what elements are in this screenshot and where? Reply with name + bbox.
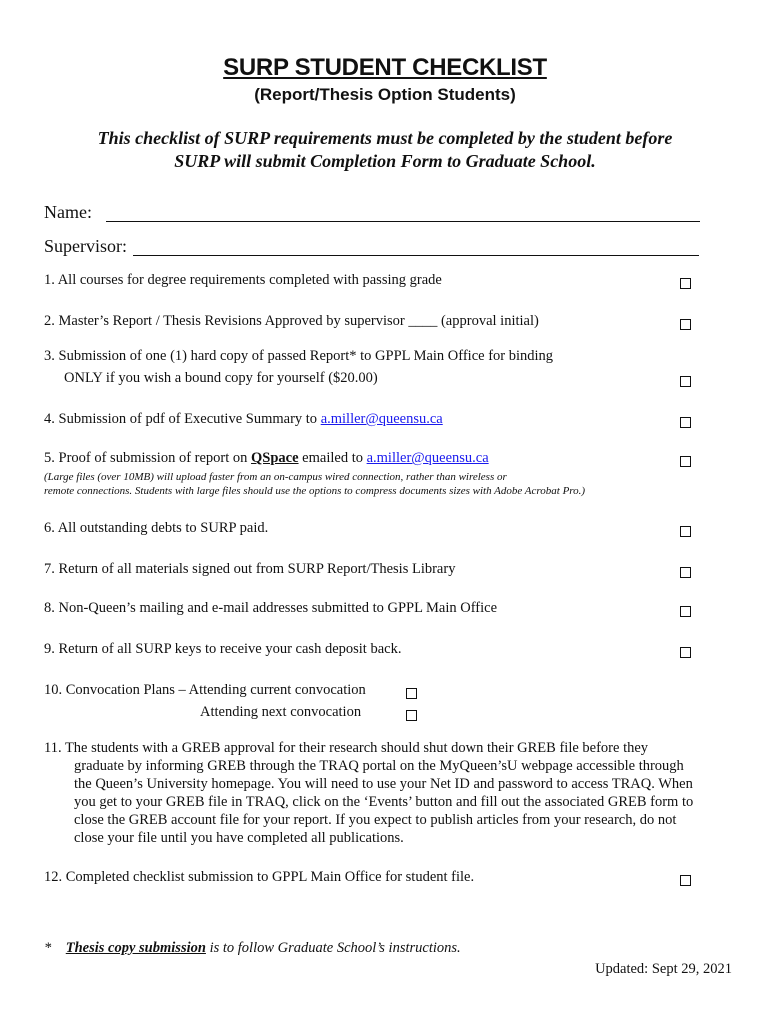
- page-subtitle: (Report/Thesis Option Students): [254, 85, 516, 104]
- checklist-item-11-line-4: you get to your GREB file in TRAQ, click on the ‘Events’ button and fill out the associated GREB form to: [74, 794, 694, 810]
- checkbox-4[interactable]: [680, 417, 691, 428]
- intro-line-2: SURP will submit Completion Form to Graduate School.: [174, 151, 596, 171]
- checkbox-3[interactable]: [680, 376, 691, 387]
- checkbox-6[interactable]: [680, 526, 691, 537]
- checkbox-7[interactable]: [680, 567, 691, 578]
- checklist-item-11-line-2: graduate by informing GREB through the TRAQ portal on the MyQueen’sU webpage accessible through: [74, 758, 684, 774]
- checklist-item-10-line-2: Attending next convocation: [200, 704, 362, 720]
- checklist-item-11-line-1: 11. The students with a GREB approval for their research should shut down their GREB file before they: [44, 740, 649, 756]
- checkbox-5[interactable]: [680, 456, 691, 467]
- checklist-item-7: 7. Return of all materials signed out from SURP Report/Thesis Library: [44, 561, 456, 577]
- checkbox-next-convocation[interactable]: [406, 710, 417, 721]
- page-title: SURP STUDENT CHECKLIST: [223, 54, 547, 81]
- supervisor-field[interactable]: [133, 255, 699, 256]
- checkbox-1[interactable]: [680, 278, 691, 289]
- qspace-label: QSpace: [251, 450, 299, 466]
- checklist-item-10-line-1: 10. Convocation Plans – Attending current convocation: [44, 682, 366, 698]
- intro-line-1: This checklist of SURP requirements must be completed by the student before: [97, 128, 673, 148]
- checklist-item-5-mid: emailed to: [298, 450, 367, 466]
- checkbox-2[interactable]: [680, 319, 691, 330]
- supervisor-label: Supervisor:: [44, 236, 127, 256]
- thesis-copy-label: Thesis copy submission: [65, 940, 206, 956]
- checkbox-current-convocation[interactable]: [406, 688, 417, 699]
- checklist-item-5-text: 5. Proof of submission of report on: [44, 450, 252, 466]
- checklist-item-11-line-3: the Queen’s University homepage. You will need to use your Net ID and password to access TRAQ. When: [74, 776, 693, 792]
- checklist-item-11-line-6: close your file until you have completed all publications.: [74, 830, 404, 846]
- checklist-item-6: 6. All outstanding debts to SURP paid.: [44, 520, 269, 536]
- item-5-note-line-1: (Large files (over 10MB) will upload faster from an on-campus wired connection, rather than wireless or: [44, 471, 507, 483]
- checklist-item-8: 8. Non-Queen’s mailing and e-mail addresses submitted to GPPL Main Office: [44, 600, 498, 616]
- checklist-item-9: 9. Return of all SURP keys to receive your cash deposit back.: [44, 641, 402, 657]
- name-label: Name:: [44, 202, 92, 222]
- checkbox-9[interactable]: [680, 647, 691, 658]
- checklist-item-2: 2. Master’s Report / Thesis Revisions Approved by supervisor ____ (approval initial): [44, 313, 539, 329]
- checklist-item-4-text: 4. Submission of pdf of Executive Summary to: [44, 411, 321, 427]
- asterisk: *: [44, 940, 52, 956]
- checklist-item-12: 12. Completed checklist submission to GPPL Main Office for student file.: [44, 869, 475, 885]
- checkbox-8[interactable]: [680, 606, 691, 617]
- checkbox-12[interactable]: [680, 875, 691, 886]
- footer-note: [44, 940, 461, 957]
- email-link[interactable]: a.miller@queensu.ca: [320, 411, 443, 427]
- checklist-item-3-line-1: 3. Submission of one (1) hard copy of passed Report* to GPPL Main Office for binding: [44, 348, 554, 364]
- checklist-item-1: 1. All courses for degree requirements completed with passing grade: [44, 272, 442, 288]
- email-link[interactable]: a.miller@queensu.ca: [366, 450, 489, 466]
- item-5-note-line-2: remote connections. Students with large files should use the options to compress documents sizes with Adobe Acrobat Pro.): [44, 485, 586, 497]
- checklist-item-3-line-2: ONLY if you wish a bound copy for yourself ($20.00): [64, 370, 378, 386]
- name-field[interactable]: [106, 221, 700, 222]
- updated-date: Updated: Sept 29, 2021: [595, 961, 732, 977]
- checklist-item-11-line-5: close the GREB account file for your report. If you expect to publish articles from your research, do not: [74, 812, 677, 828]
- footer-note-text: is to follow Graduate School’s instructions.: [205, 940, 461, 956]
- checklist-item-5: [44, 450, 489, 467]
- checklist-item-4: [44, 411, 443, 428]
